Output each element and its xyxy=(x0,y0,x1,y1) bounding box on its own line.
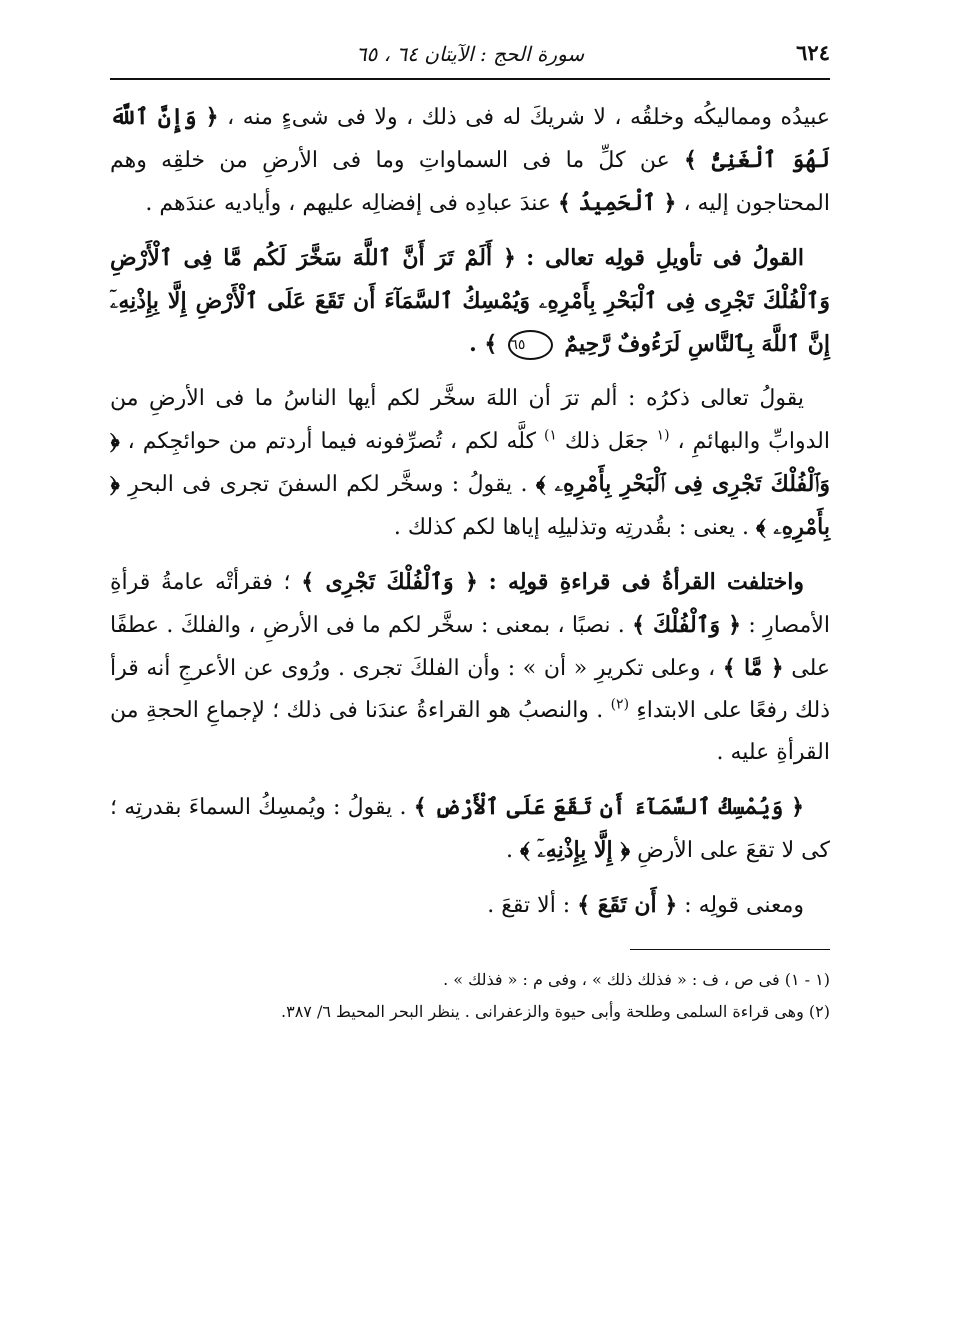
quran-quote: ﴿ وَٱلْفُلْكَ تَجْرِى فِى ٱلْبَحْرِ بِأَمْرِهِۦ ﴾ xyxy=(110,428,830,497)
book-page xyxy=(110,28,830,1028)
footnote-marker: (١ xyxy=(656,427,670,444)
text-segment: . يقولُ : ويُمسِكُ السماءَ بقدرتِه ؛ كى لا تقعَ على الأرضِ xyxy=(110,795,830,863)
text-segment: . يعنى : بقُدرتِه وتذليلِه إياها لكم كذلك . xyxy=(393,515,749,540)
quran-quote: ﴿ وَٱلْفُلْكَ تَجْرِى ﴾ xyxy=(301,569,478,595)
section-heading: القولُ فى تأويلِ قولِه تعالى : xyxy=(526,245,804,271)
running-title: سورة الحج : الآيتان ٦٤ ، ٦٥ xyxy=(355,42,585,66)
footnote-1: (١ - ١) فى ص ، ف : « فذلك ذلك » ، وفى م : « فذلك » . xyxy=(443,970,830,989)
paragraph-5 xyxy=(110,786,830,872)
paragraph-3 xyxy=(110,378,830,549)
section-heading: واختلفت القرأةُ فى قراءةِ قولِه : xyxy=(488,569,805,595)
footnote-marker: (٢) xyxy=(610,696,630,713)
quran-quote: ﴿ ٱلْحَمِيدُ ﴾ xyxy=(558,190,677,216)
text-segment: ؛ فقرأتْه عامةُ قرأةِ الأمصارِ : xyxy=(110,570,830,638)
main-text xyxy=(110,96,830,927)
text-segment: . xyxy=(506,838,514,863)
text-segment: ومعنى قولِه : xyxy=(684,893,804,918)
paragraph-4 xyxy=(110,561,830,774)
text-segment: . يقولُ : وسخَّر لكم السفنَ تجرى فى البحرِ xyxy=(128,472,528,497)
quran-quote: ﴿ إِلَّا بِإِذْنِهِۦٓ ﴾ xyxy=(520,837,631,863)
quran-quote: ﴿ بِأَمْرِهِۦ ﴾ xyxy=(110,471,830,540)
quran-quote: ﴿ مَّا ﴾ xyxy=(722,655,784,681)
footnote-divider xyxy=(630,949,830,950)
text-segment: يقولُ تعالى ذكرُه : ألم ترَ أن اللهَ سخَّر لكم أيها الناسُ ما فى الأرضِ من الدوابِّ والبهائمِ ، xyxy=(110,386,830,454)
quran-quote: ﴿ وَيُمْسِكُ ٱلسَّمَآءَ أَن تَقَعَ عَلَى ٱلْأَرْضِ ﴾ xyxy=(413,794,804,820)
quran-quote: ﴿ وَٱلْفُلْكَ ﴾ xyxy=(632,612,742,638)
text-segment: ، وعلى تكريرِ « أن » : وأن الفلكَ تجرى . ورُوى عن الأعرجِ أنه قرأ ذلك رفعًا على الابتداءِ xyxy=(110,656,831,723)
page-header xyxy=(110,28,830,80)
paragraph-6 xyxy=(110,884,830,927)
text-segment: . نصبًا ، بمعنى : سخَّر لكم ما فى الأرضِ ، والفلكَ . عطفًا على xyxy=(110,613,830,681)
quran-quote: ﴿ أَلَمْ تَرَ أَنَّ ٱللَّهَ سَخَّرَ لَكُم مَّا فِى ٱلْأَرْضِ وَٱلْفُلْكَ تَجْرِى فِى ٱلْبَحْرِ بِأَمْرِهِۦ وَيُمْسِكُ ٱلسَّمَآءَ أَن تَقَعَ عَلَى ٱلْأَرْضِ إِلَّا بِإِذْنِهِۦٓ إِنَّ ٱللَّهَ بِٱلنَّاسِ لَرَءُوفٌ رَّحِيمٌ xyxy=(110,245,830,357)
text-segment: عن كلِّ ما فى السماواتِ وما فى الأرضِ من خلقِه وهم المحتاجون إليه ، xyxy=(110,148,830,216)
text-segment: عندَ عبادِه فى إفضالِه عليهم ، وأياديه عندَهم . xyxy=(145,191,551,216)
text-segment: . والنصبُ هو القراءةُ عندَنا فى ذلك ؛ لإجماعِ الحجةِ من القرأةِ عليه . xyxy=(110,698,830,765)
text-segment: كلَّه لكم ، تُصرِّفونه فيما أردتم من حوائجِكم ، xyxy=(127,429,537,454)
ayah-number-marker: ٦٥ xyxy=(508,330,553,360)
paragraph-2 xyxy=(110,237,830,366)
quran-quote: ﴿ أَن تَقَعَ ﴾ xyxy=(577,892,678,918)
text-segment: جعَل ذلك xyxy=(564,429,649,454)
footnotes xyxy=(110,964,830,1028)
text-segment: : ألا تقعَ . xyxy=(487,893,571,918)
quran-quote-close: ﴾ . xyxy=(469,331,498,357)
footnote-marker: ١) xyxy=(543,427,557,444)
text-segment: عبيدُه ومماليكُه وخلقُه ، لا شريكَ له فى ذلك ، ولا فى شىءٍ منه ، xyxy=(227,105,830,130)
paragraph-1 xyxy=(110,96,830,225)
footnote-2: (٢) وهى قراءة السلمى وطلحة وأبى حيوة والزعفرانى . ينظر البحر المحيط ٦/ ٣٨٧. xyxy=(281,1002,830,1021)
quran-quote: ﴿ وَإِنَّ ٱللَّهَ لَهُوَ ٱلْغَنِىُّ ﴾ xyxy=(110,104,830,173)
page-number: ٦٢٤ xyxy=(796,40,830,65)
